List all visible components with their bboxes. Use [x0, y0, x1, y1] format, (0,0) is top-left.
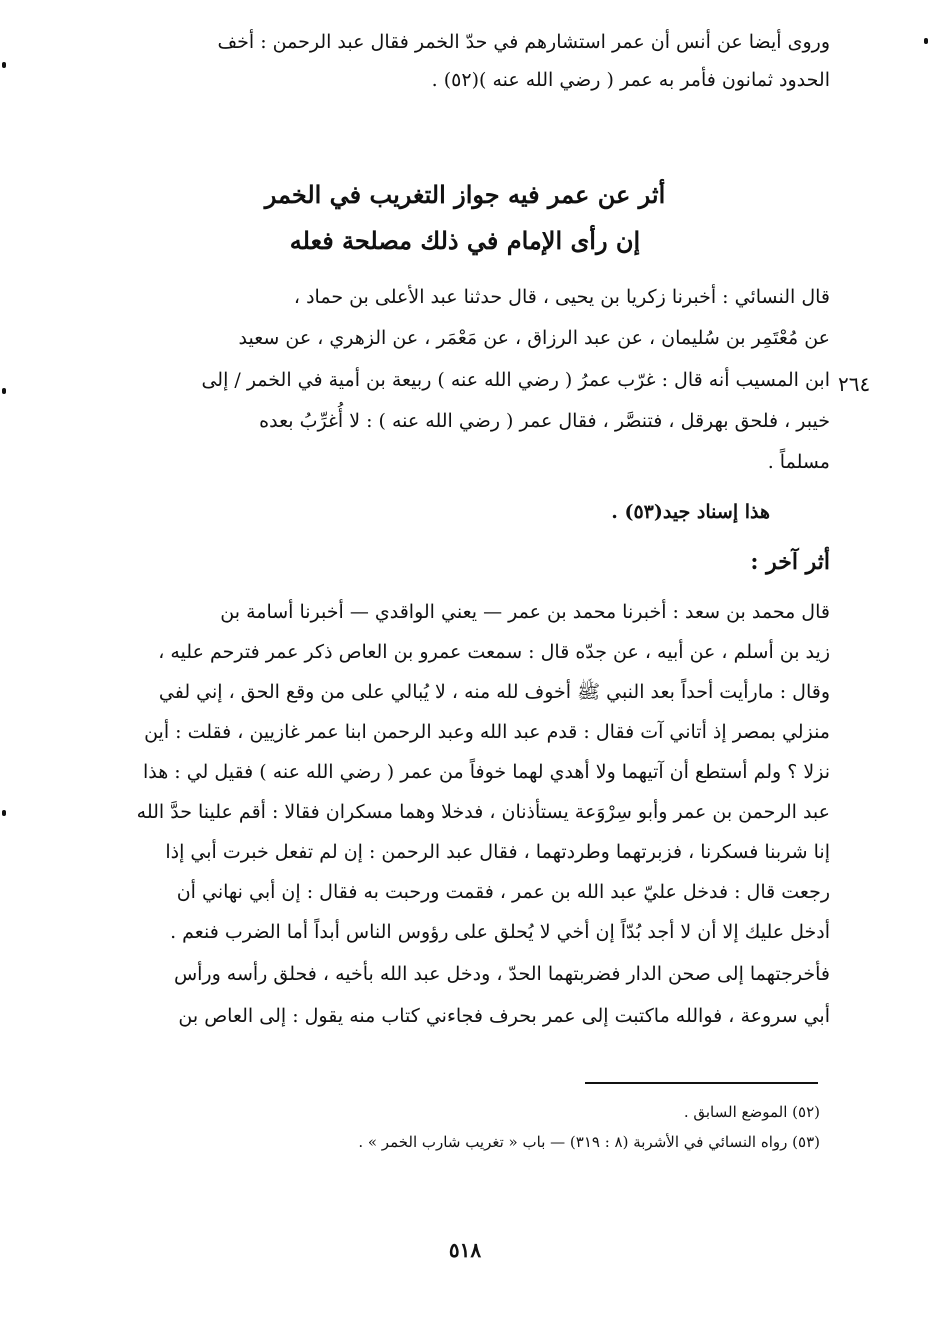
subheading: أثر آخر : [750, 549, 830, 575]
section1-line-5: مسلماً . [767, 451, 830, 473]
section2-line-3: وقال : مارأيت أحداً بعد النبي ﷺ أخوف لله منه ، لا يُبالي على من وقع الحق ، إني لفي [158, 681, 830, 703]
section1-line-2: عن مُعْتَمِر بن سُليمان ، عن عبد الرزاق ، عن مَعْمَر ، عن الزهري ، عن سعيد [238, 327, 830, 349]
section2-line-1: قال محمد بن سعد : أخبرنا محمد بن عمر — يعني الواقدي — أخبرنا أسامة بن [220, 601, 830, 623]
section-heading-line-1: أثر عن عمر فيه جواز التغريب في الخمر [264, 180, 666, 209]
page-number: ٥١٨ [448, 1238, 482, 1262]
section2-line-11: أبي سروعة ، فوالله ماكتبت إلى عمر بحرف فجاءني كتاب منه يقول : إلى العاص بن [178, 1005, 830, 1027]
footnote-52: (٥٢) الموضع السابق . [683, 1103, 820, 1121]
section-heading-line-2: إن رأى الإمام في ذلك مصلحة فعله [289, 226, 641, 255]
section2-line-6: عبد الرحمن بن عمر وأبو سِرْوَعة يستأذنان ، فدخلا وهما مسكران فقالا : أقم علينا حدَّ الله [136, 801, 830, 823]
section1-line-1: قال النسائي : أخبرنا زكريا بن يحيى ، قال حدثنا عبد الأعلى بن حماد ، [293, 286, 830, 308]
section2-line-8: رجعت قال : فدخل عليّ عبد الله بن عمر ، فقمت ورحبت به فقال : إن أبي نهاني أن [176, 881, 830, 903]
section2-line-10: فأخرجتهما إلى صحن الدار فضربتهما الحدّ ، ودخل عبد الله بأخيه ، فحلق رأسه ورأس [173, 963, 830, 985]
scan-speck [2, 388, 6, 394]
scan-speck [2, 62, 6, 68]
section2-line-9: أدخل عليك إلا أن لا أجد بُدّاً إن أخي لا يُحلق على رؤوس الناس أبداً أما الضرب فنعم . [170, 921, 830, 943]
isnad-grade: هذا إسناد جيد(٥٣) . [611, 501, 770, 523]
footnote-53: (٥٣) رواه النسائي في الأشربة (٨ : ٣١٩) — باب « تغريب شارب الخمر » . [358, 1133, 820, 1151]
footnote-divider [585, 1082, 818, 1084]
section2-line-7: إنا شربنا فسكرنا ، فزبرتهما وطردتهما ، فقال عبد الرحمن : إن لم تفعل خبرت أبي إذا [165, 841, 830, 863]
scan-speck [2, 810, 6, 816]
intro-line-2: الحدود ثمانون فأمر به عمر ( رضي الله عنه )(٥٢) . [431, 69, 830, 91]
margin-page-reference: ٢٦٤ [838, 372, 871, 396]
section1-line-4: خيبر ، فلحق بهرقل ، فتنصَّر ، فقال عمر ( رضي الله عنه ) : لا أُغرِّبُ بعده [259, 410, 830, 432]
section2-line-2: زيد بن أسلم ، عن أبيه ، عن جدّه قال : سمعت عمرو بن العاص ذكر عمر فترحم عليه ، [158, 641, 830, 663]
section2-line-5: نزلا ؟ ولم أستطع أن آتيهما ولا أهدي لهما خوفاً من عمر ( رضي الله عنه ) فقيل لي : هذا [142, 761, 830, 783]
intro-line-1: وروى أيضا عن أنس أن عمر استشارهم في حدّ الخمر فقال عبد الرحمن : أخف [217, 31, 830, 53]
section1-line-3: ابن المسيب أنه قال : غرّب عمرُ ( رضي الله عنه ) ربيعة بن أمية في الخمر / إلى [201, 369, 830, 391]
scan-speck [924, 38, 928, 44]
section2-line-4: منزلي بمصر إذ أتاني آت فقال : قدم عبد الله وعبد الرحمن ابنا عمر غازيين ، فقلت : أين [144, 721, 830, 743]
